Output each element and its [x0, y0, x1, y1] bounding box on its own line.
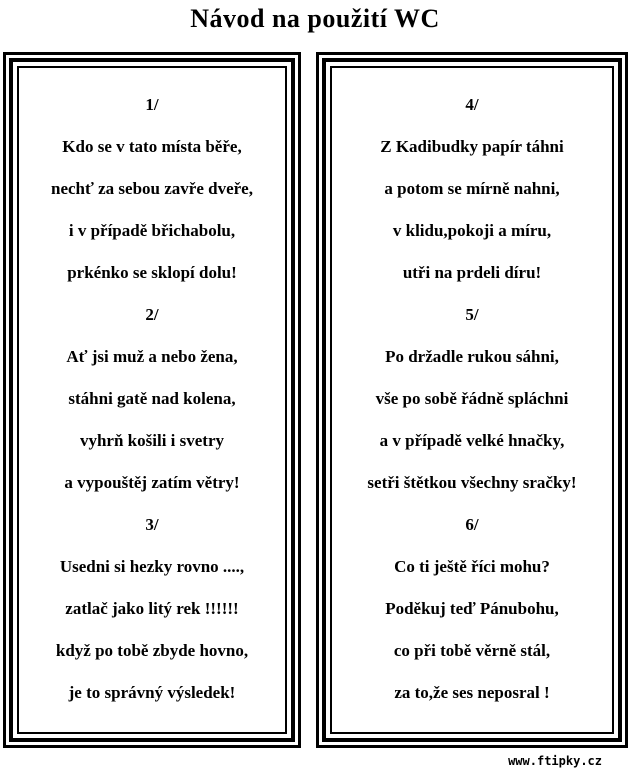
left-poem-panel — [3, 52, 301, 748]
verse-line: Z Kadibudky papír táhni — [380, 137, 564, 156]
right-verses — [332, 84, 612, 714]
verse-line: setři štětkou všechny sračky! — [367, 473, 577, 492]
left-verses — [19, 84, 285, 714]
bottom-divider — [3, 746, 73, 747]
verse-number: 4/ — [465, 95, 479, 114]
page-title: Návod na použití WC — [190, 4, 440, 33]
verse-line: a potom se mírně nahni, — [384, 179, 560, 198]
verse-line: a v případě velké hnačky, — [379, 431, 565, 450]
verse-line: Po držadle rukou sáhni, — [385, 347, 559, 366]
verse-line: Usedni si hezky rovno ...., — [59, 557, 245, 576]
verse-line: v klidu,pokoji a míru, — [392, 221, 552, 240]
verse-line: a vypouštěj zatím větry! — [64, 473, 240, 492]
verse-line: je to správný výsledek! — [68, 683, 236, 702]
verse-line: vše po sobě řádně spláchni — [375, 389, 569, 408]
verse-number: 6/ — [465, 515, 479, 534]
verse-line: Ať jsi muž a nebo žena, — [66, 347, 238, 366]
verse-line: Poděkuj teď Pánubohu, — [385, 599, 559, 618]
verse-number: 2/ — [145, 305, 159, 324]
verse-line: utři na prdeli díru! — [402, 263, 542, 282]
verse-line: co při tobě věrně stál, — [393, 641, 551, 660]
verse-line: stáhni gatě nad kolena, — [68, 389, 236, 408]
verse-number: 5/ — [465, 305, 479, 324]
verse-line: když po tobě zbyde hovno, — [55, 641, 249, 660]
verse-line: vyhrň košili i svetry — [79, 431, 225, 450]
verse-number: 3/ — [145, 515, 159, 534]
verse-line: Co ti ještě říci mohu? — [394, 557, 550, 576]
verse-line: prkénko se sklopí dolu! — [67, 263, 237, 282]
verse-line: Kdo se v tato místa běře, — [62, 137, 242, 156]
verse-line: zatlač jako litý rek !!!!!! — [65, 599, 239, 618]
footer-website: www.ftipky.cz — [508, 754, 602, 768]
verse-line: nechť za sebou zavře dveře, — [51, 179, 253, 198]
verse-number: 1/ — [145, 95, 159, 114]
right-poem-panel — [316, 52, 628, 748]
verse-line: i v případě břichabolu, — [68, 221, 236, 240]
verse-line: za to,že ses neposral ! — [394, 683, 550, 702]
